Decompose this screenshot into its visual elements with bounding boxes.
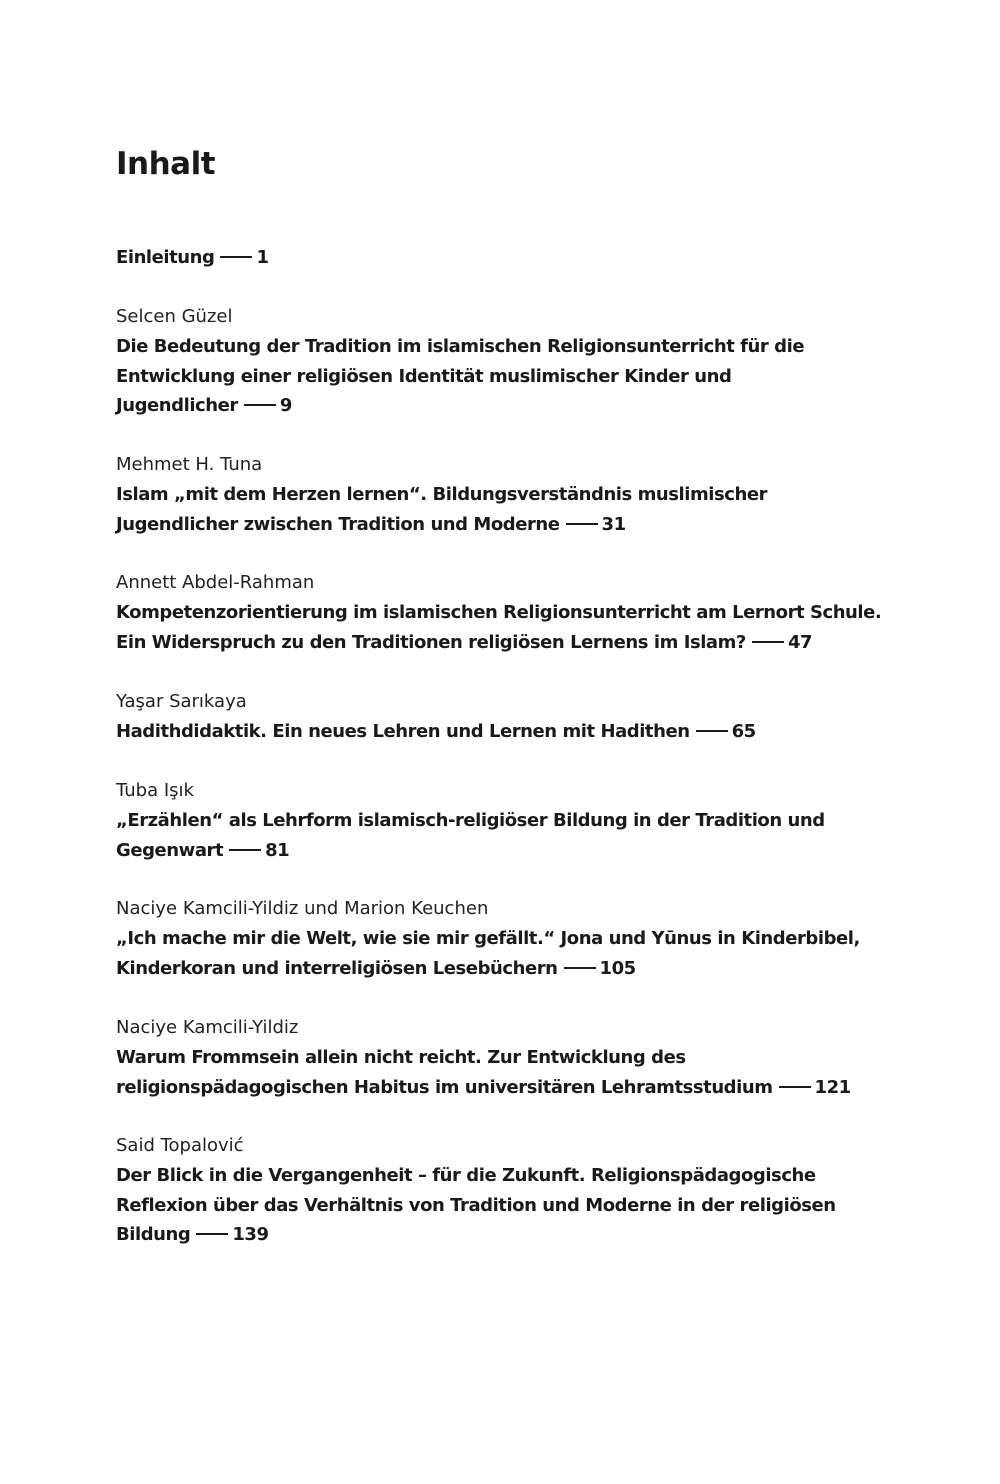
page-number: 31 — [601, 513, 626, 535]
toc-entry — [116, 1131, 876, 1250]
entry-author: Said Topalović — [116, 1135, 244, 1156]
page-number: 121 — [814, 1076, 851, 1098]
entry-title-line: „Ich mache mir die Welt, wie sie mir gefällt.“ Jona und Yūnus in Kinderbibel, — [116, 928, 860, 949]
entry-author: Mehmet H. Tuna — [116, 454, 263, 475]
entry-title-line: religionspädagogischen Habitus im universitären Lehramtsstudium 121 — [116, 1076, 851, 1098]
page-number: 139 — [232, 1224, 269, 1245]
entry-title-line: Der Blick in die Vergangenheit – für die Zukunft. Religionspädagogische — [116, 1165, 816, 1186]
toc-entry — [116, 243, 876, 273]
entry-author: Yaşar Sarıkaya — [116, 691, 247, 712]
page-number: 105 — [599, 957, 636, 979]
toc-entry — [116, 776, 876, 865]
entry-author: Naciye Kamcili-Yildiz und Marion Keuchen — [116, 898, 489, 919]
entry-author: Tuba Işık — [116, 780, 194, 801]
entry-author: Naciye Kamcili-Yildiz — [116, 1017, 299, 1038]
entry-title-line: Hadithdidaktik. Ein neues Lehren und Lernen mit Hadithen 65 — [116, 721, 756, 742]
entry-title-line: Bildung 139 — [116, 1224, 269, 1245]
dash-separator — [566, 523, 598, 525]
dash-separator — [752, 641, 784, 643]
toc-entry — [116, 568, 882, 657]
entry-title-line: Kompetenzorientierung im islamischen Religionsunterricht am Lernort Schule. — [116, 602, 882, 623]
dash-separator — [779, 1086, 811, 1088]
page-title: Inhalt — [116, 146, 216, 182]
toc-entry — [116, 1013, 876, 1102]
entry-author: Selcen Güzel — [116, 306, 233, 327]
dash-separator — [564, 967, 596, 969]
entry-title-line: „Erzählen“ als Lehrform islamisch-religiöser Bildung in der Tradition und — [116, 810, 825, 831]
toc-entry — [116, 302, 876, 421]
dash-separator — [220, 256, 252, 258]
dash-separator — [244, 404, 276, 406]
toc-entry — [116, 687, 876, 747]
entry-title-line: Warum Frommsein allein nicht reicht. Zur Entwicklung des — [116, 1047, 686, 1068]
entry-title-line: Jugendlicher 9 — [116, 395, 292, 416]
dash-separator — [229, 849, 261, 851]
page-number: 1 — [256, 247, 269, 268]
entry-author: Annett Abdel-Rahman — [116, 572, 315, 593]
toc-entry — [116, 450, 876, 539]
dash-separator — [696, 730, 728, 732]
entry-title-line: Ein Widerspruch zu den Traditionen religiösen Lernens im Islam? 47 — [116, 631, 813, 653]
page-number: 65 — [731, 721, 756, 742]
toc-entry — [116, 894, 876, 983]
entry-title-line: Islam „mit dem Herzen lernen“. Bildungsverständnis muslimischer — [116, 484, 768, 505]
entry-title-line: Reflexion über das Verhältnis von Tradition und Moderne in der religiösen — [116, 1194, 836, 1216]
page-number: 9 — [279, 395, 292, 416]
entry-title-line: Kinderkoran und interreligiösen Lesebüchern 105 — [116, 957, 636, 979]
entry-title-line: Jugendlicher zwischen Tradition und Moderne 31 — [116, 513, 626, 535]
dash-separator — [196, 1233, 228, 1235]
entry-title-line: Gegenwart 81 — [116, 839, 290, 861]
entry-title-line: Einleitung 1 — [116, 247, 269, 268]
entry-title-line: Entwicklung einer religiösen Identität muslimischer Kinder und — [116, 365, 732, 387]
entry-title-line: Die Bedeutung der Tradition im islamischen Religionsunterricht für die — [116, 336, 805, 357]
page-number: 47 — [787, 631, 813, 653]
page-number: 81 — [265, 839, 290, 861]
